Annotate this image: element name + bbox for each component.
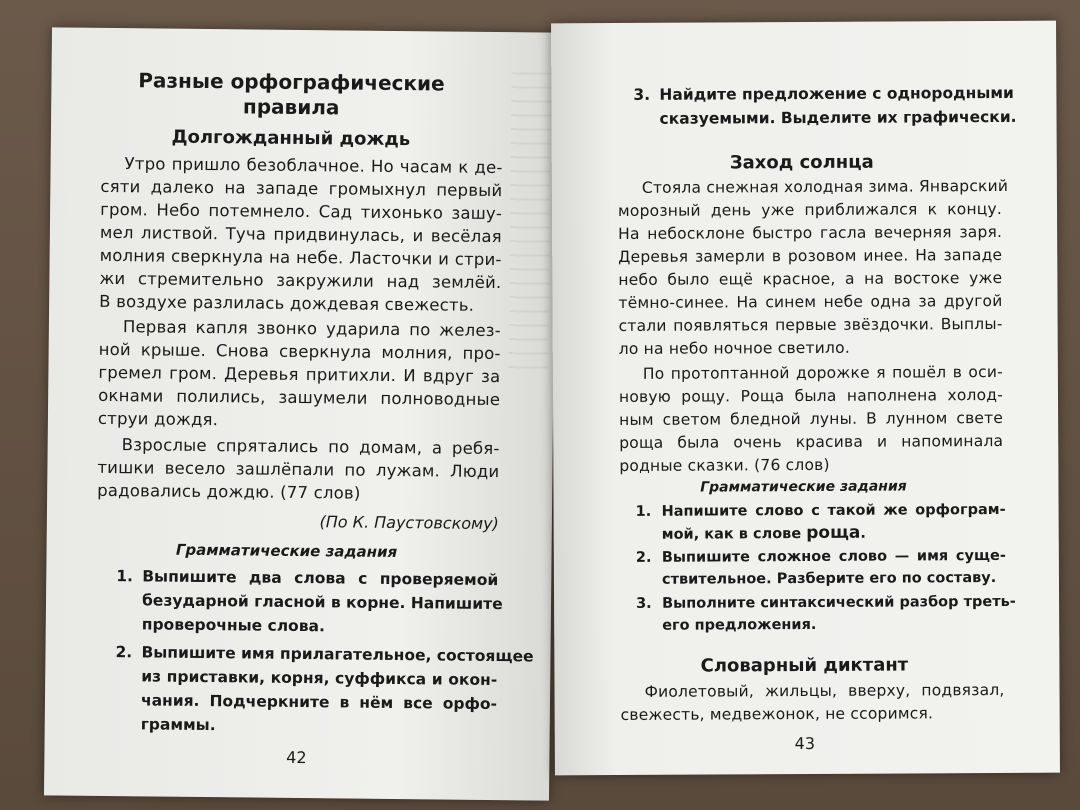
task-item: 2. Выпишите имя прилагательное, состоящее из приставки, корня, суффикса и окон- чания. Подчеркните в нём все орфо- граммы.	[115, 643, 534, 735]
story-paragraph-2: По протоптанной дорожке я пошёл в оси- новую рощу. Роща была наполнена холод- ным светом бледной луны. В лунном свете роща была очень красива и напоминала родные сказки. (76 слов)	[618, 362, 1004, 475]
story-title: Долгожданный дождь	[171, 126, 411, 151]
task-item: 3. Выполните синтаксический разбор треть- его предложения.	[636, 593, 1016, 634]
story-paragraph-2: Первая капля звонко ударила по желез- ной крыше. Снова сверкнула молния, про- гремел гром. Деревья притихли. И вдруг за окнами полились, зашумели полноводные струи дождя.	[97, 317, 501, 430]
left-page	[44, 27, 557, 800]
page-number: 42	[286, 747, 307, 768]
task-item: 3. Найдите предложение с однородными сказуемыми. Выделите их графически.	[633, 83, 1017, 128]
story-paragraph-1: Утро пришло безоблачное. Но часам к де- сяти далеко на западе громыхнул первый гром. Небо потемнело. Сад тихонько зашу- мел листвой. Туча придвинулась, и весёлая молния сверкнула на небе. Ласточки и стри- жи стремительно закружили над землёй. В воздухе разлилась дождевая свежесть.	[99, 154, 503, 315]
task-item: 2. Выпишите сложное слово — имя суще- ствительное. Разберите его по составу.	[635, 547, 1006, 588]
task-item: 1. Напишите слово с такой же орфограм- мой, как в слове роща.	[635, 501, 1006, 543]
page-title: Разные орфографические правила	[138, 68, 445, 120]
right-page	[551, 21, 1060, 776]
task-item: 1. Выпишите два слова с проверяемой безударной гласной в корне. Напишите проверочные слова.	[116, 567, 503, 636]
author-attribution: (По К. Паустовскому)	[319, 512, 499, 534]
tasks-heading: Грамматические задания	[175, 540, 398, 562]
tasks-heading: Грамматические задания	[700, 478, 907, 496]
story-paragraph-3: Взрослые спрятались по домам, а ребя- тишки весело зашлёпали по лужам. Люди радовались дождю. (77 слов)	[97, 435, 500, 503]
story-paragraph-1: Стояла снежная холодная зима. Январский морозный день уже приближался к концу. На небосклоне быстро гасла вечерняя заря. Деревья замерли в розовом инее. На западе небо было ещё красное, а на востоке уже тёмно-синее. На синем небе одна за другой стали появляться первые звёздочки. Выплы- ло на небо ночное светило.	[617, 176, 1009, 358]
page-number: 43	[794, 733, 816, 754]
dictation-title: Словарный диктант	[700, 654, 909, 677]
story-title: Заход солнца	[729, 151, 874, 174]
highlighted-word: роща	[806, 522, 861, 543]
bleed-through-text	[508, 72, 551, 372]
dictation-text: Фиолетовый, жильцы, вверху, подвязал, свежесть, медвежонок, не ссоримся.	[620, 680, 1005, 724]
